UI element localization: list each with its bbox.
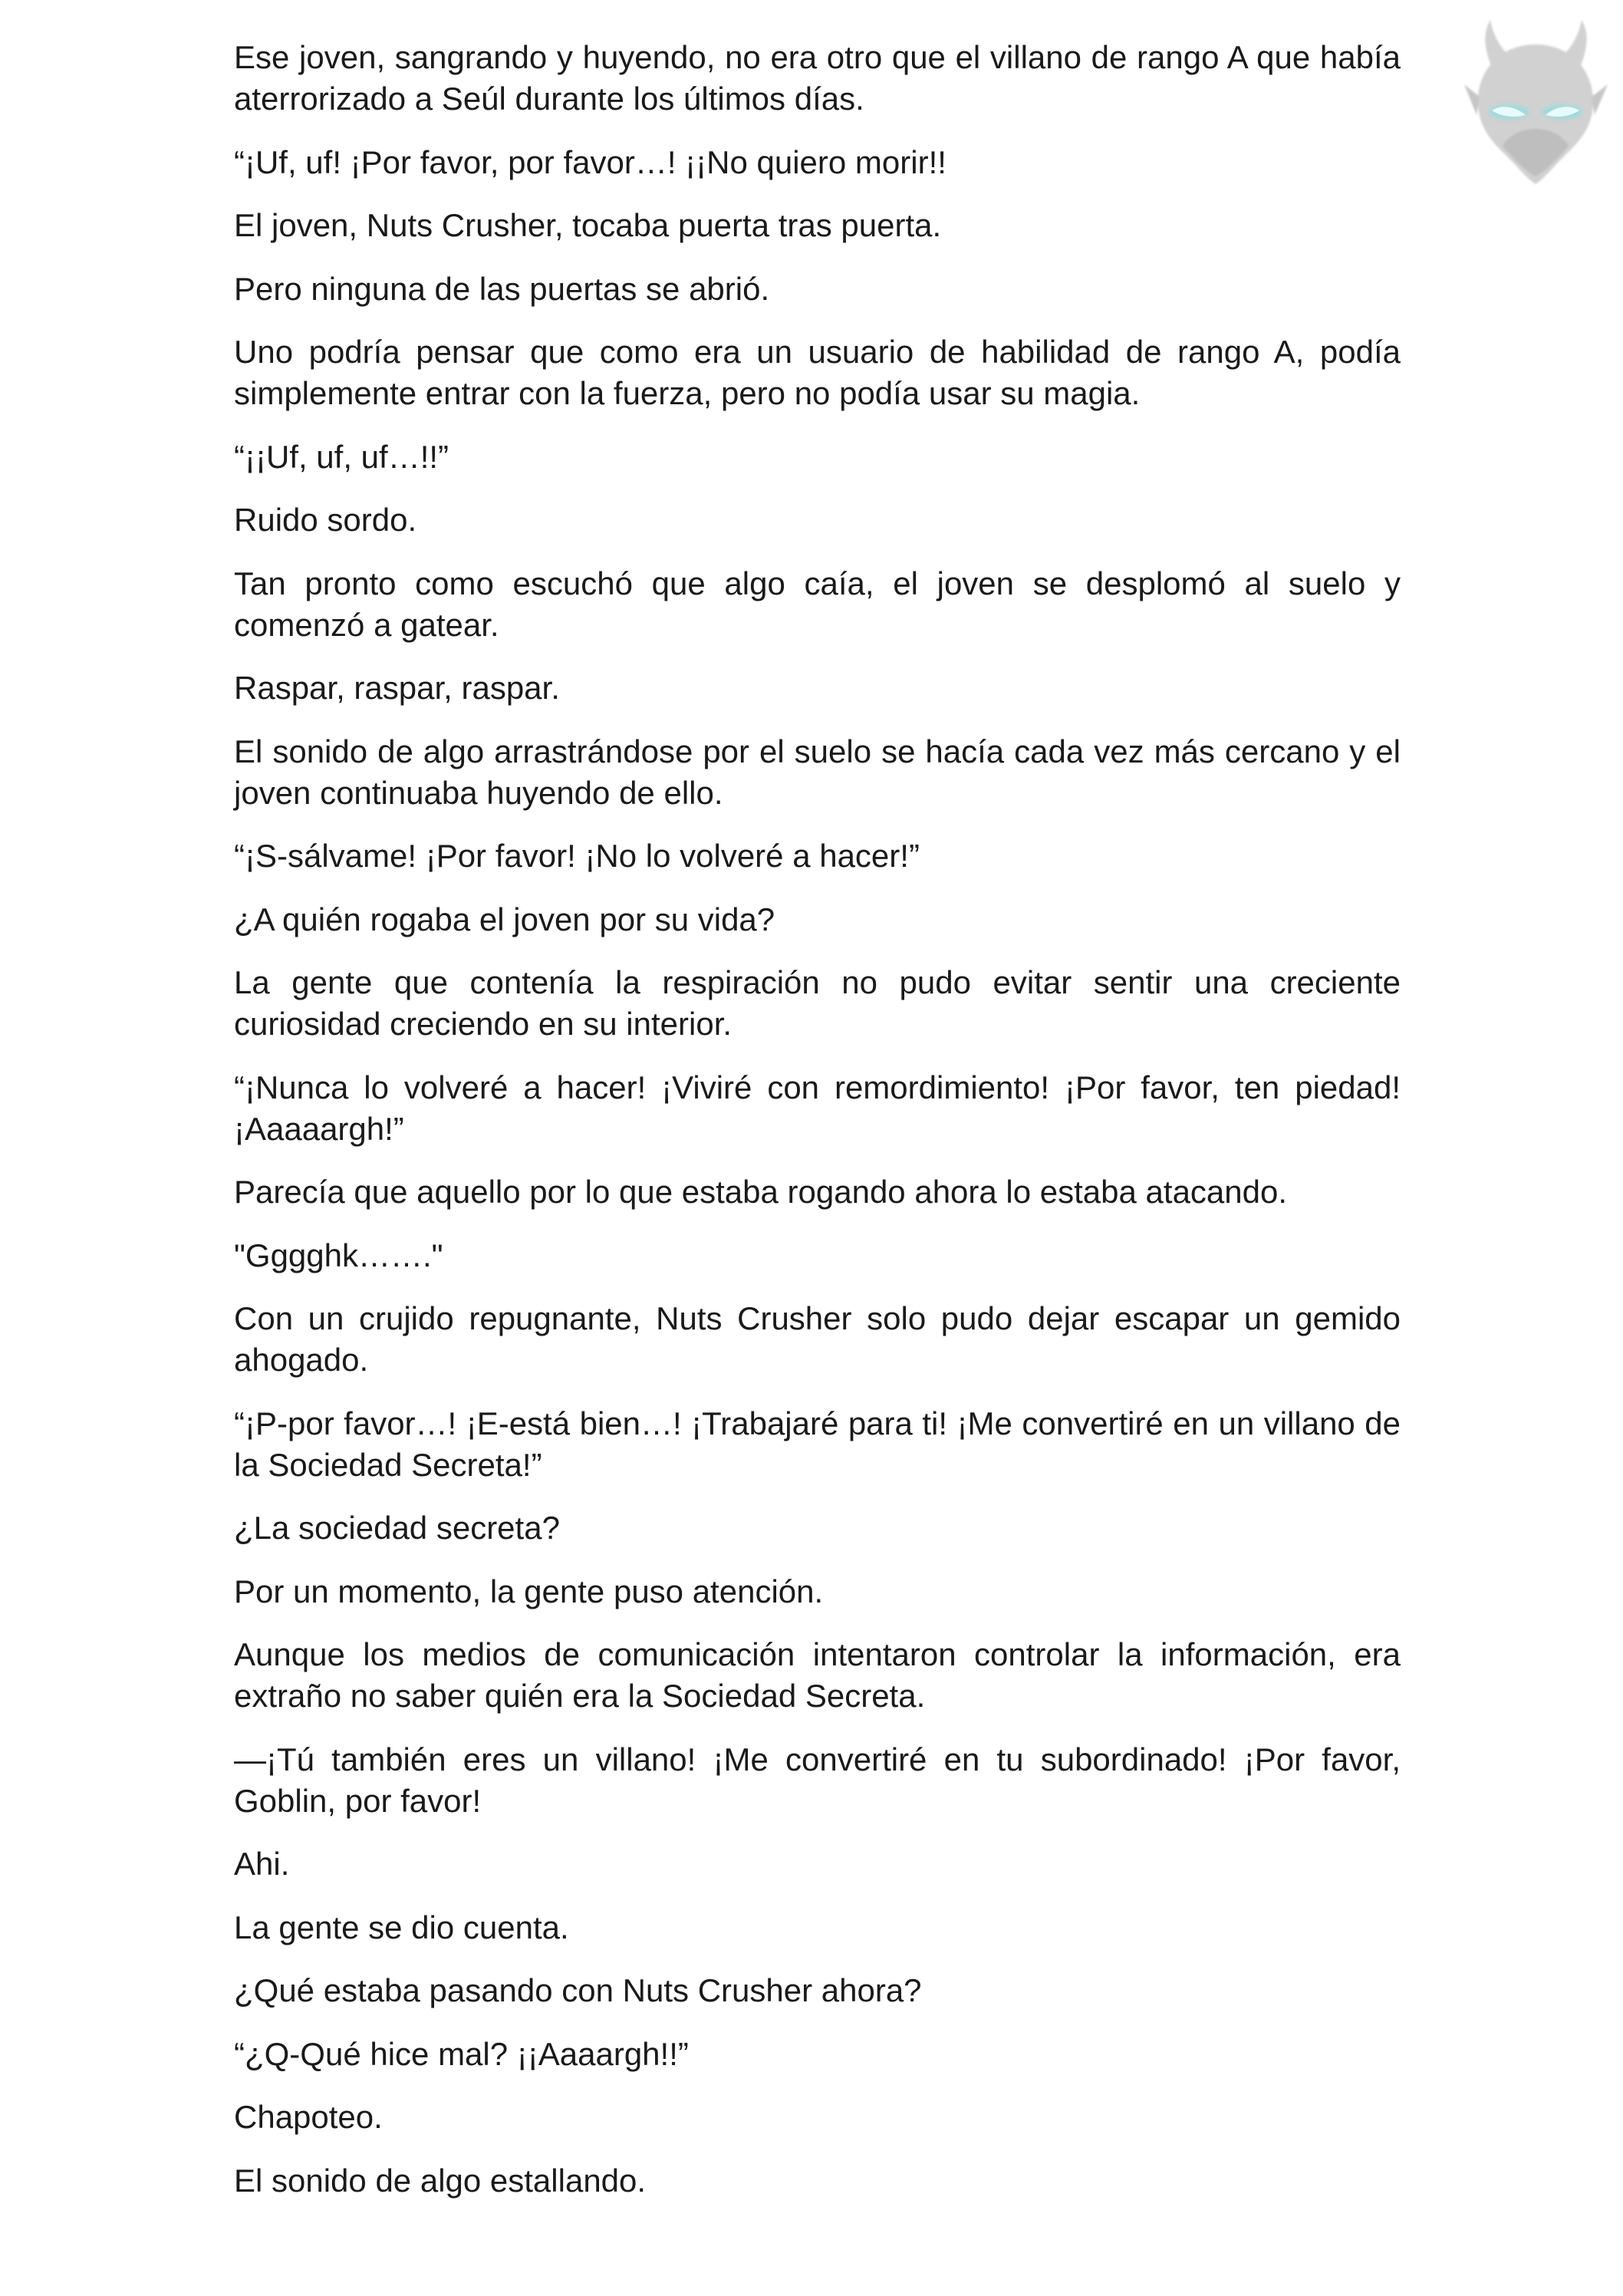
paragraph: El sonido de algo estallando. [234,2162,647,2199]
paragraph: Uno podría pensar que como era un usuario de habilidad de rango A, podía simplemente entrar con la fuerza, pero no podía usar su magia. [234,334,1401,411]
paragraph: Parecía que aquello por lo que estaba rogando ahora lo estaba atacando. [234,1174,1288,1210]
paragraph: La gente que contenía la respiración no pudo evitar sentir una creciente curiosidad creciendo en su interior. [234,964,1401,1042]
horned-demon-head-icon [1461,14,1611,186]
paragraph: El joven, Nuts Crusher, tocaba puerta tras puerta. [234,207,942,243]
paragraph: “¡Uf, uf! ¡Por favor, por favor…! ¡¡No quiero morir!! [234,143,946,180]
paragraph: Aunque los medios de comunicación intentaron controlar la información, era extraño no saber quién era la Sociedad Secreta. [234,1636,1401,1714]
paragraph: “¿Q-Qué hice mal? ¡¡Aaaargh!!” [234,2035,689,2072]
paragraph: Con un crujido repugnante, Nuts Crusher solo pudo dejar escapar un gemido ahogado. [234,1300,1401,1378]
paragraph: Ruido sordo. [234,502,417,538]
paragraph: “¡P-por favor…! ¡E-está bien…! ¡Trabajaré para ti! ¡Me convertiré en un villano de la Sociedad Secreta!” [234,1405,1401,1483]
paragraph: “¡¡Uf, uf, uf…!!” [234,438,449,475]
paragraph: El sonido de algo arrastrándose por el suelo se hacía cada vez más cercano y el joven continuaba huyendo de ello. [234,733,1401,811]
paragraph: Pero ninguna de las puertas se abrió. [234,270,770,307]
paragraph: Raspar, raspar, raspar. [234,670,560,706]
paragraph: Chapoteo. [234,2099,383,2135]
paragraph: La gente se dio cuenta. [234,1909,569,1945]
paragraph: ¿A quién rogaba el joven por su vida? [234,901,775,937]
paragraph: "Gggghk……." [234,1237,443,1273]
paragraph: ¿La sociedad secreta? [234,1510,560,1546]
paragraph: “¡Nunca lo volveré a hacer! ¡Viviré con remordimiento! ¡Por favor, ten piedad! ¡Aaaaargh!” [234,1069,1401,1147]
paragraph: Por un momento, la gente puso atención. [234,1573,824,1609]
paragraph: “¡S-sálvame! ¡Por favor! ¡No lo volveré a hacer!” [234,838,920,874]
body-text [234,37,1401,2223]
paragraph: Ahi. [234,1846,290,1882]
paragraph: Tan pronto como escuchó que algo caía, el joven se desplomó al suelo y comenzó a gatear. [234,565,1401,643]
paragraph: ¿Qué estaba pasando con Nuts Crusher ahora? [234,1972,922,2008]
paragraph: —¡Tú también eres un villano! ¡Me convertiré en tu subordinado! ¡Por favor, Goblin, por favor! [234,1741,1401,1819]
paragraph: Ese joven, sangrando y huyendo, no era otro que el villano de rango A que había aterrorizado a Seúl durante los últimos días. [234,39,1401,117]
